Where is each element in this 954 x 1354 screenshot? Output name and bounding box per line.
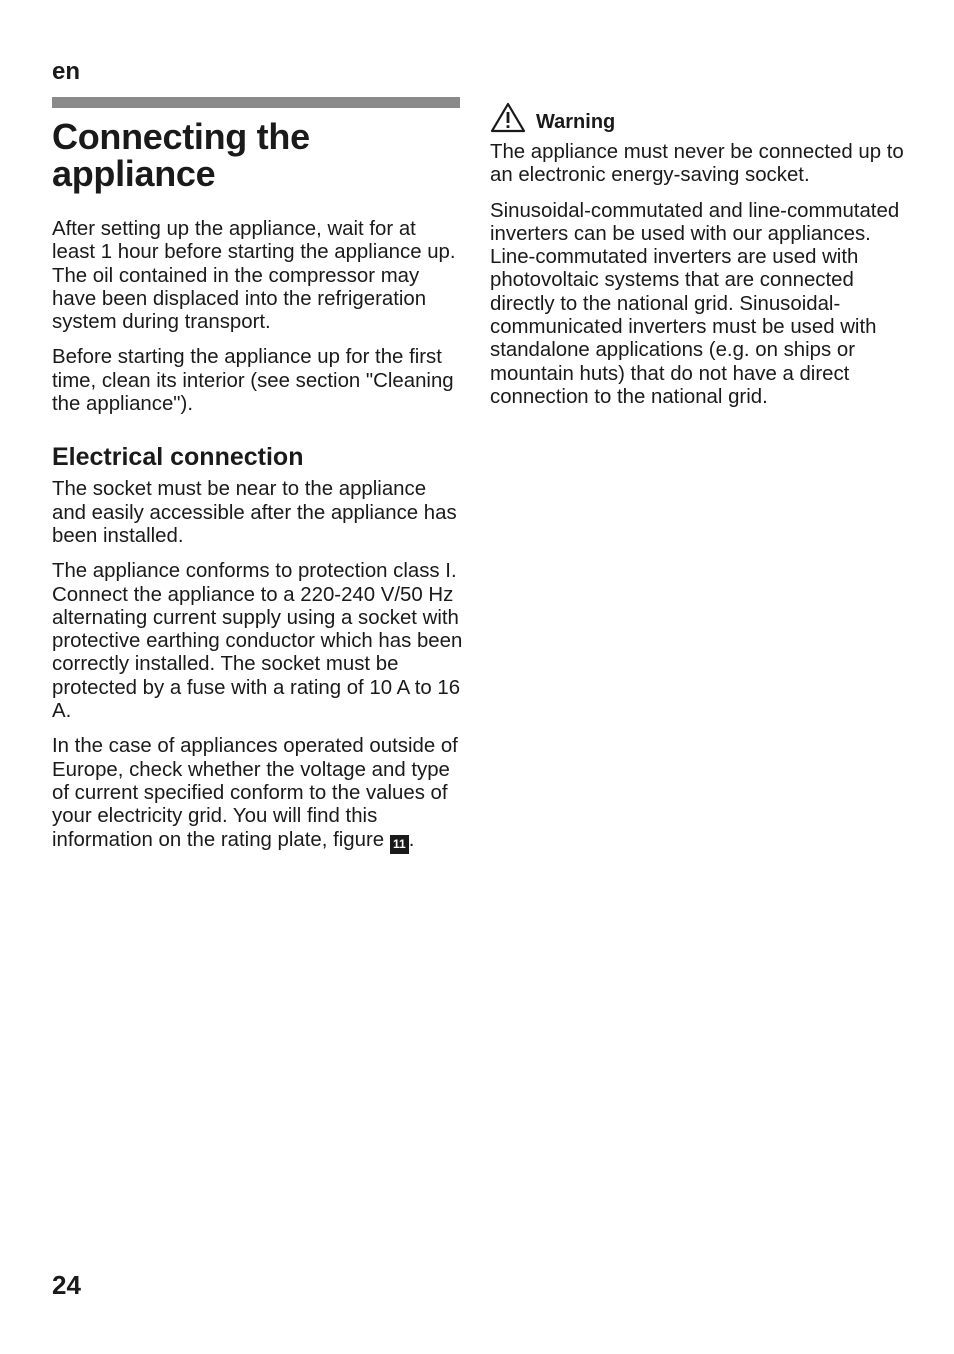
page-title-line2: appliance	[52, 153, 216, 194]
page-number: 24	[52, 1270, 81, 1300]
page-title	[52, 118, 464, 192]
electrical-paragraph-3	[52, 735, 464, 853]
warning-label: Warning	[536, 111, 616, 133]
right-column	[490, 100, 905, 421]
warning-triangle-icon	[490, 102, 526, 133]
intro-paragraph-2: Before starting the appliance up for the first time, clean its interior (see section "Cleaning the appliance").	[52, 346, 454, 416]
language-label: en	[52, 58, 81, 85]
warning-header	[490, 100, 905, 133]
electrical-paragraph-1: The socket must be near to the appliance and easily accessible after the appliance has been installed.	[52, 478, 457, 547]
electrical-paragraph-3-text: In the case of appliances operated outside of Europe, check whether the voltage and type of current specified conform to the values of your electricity grid. You will find this information on the rating plate, figure	[52, 735, 458, 851]
header-rule	[52, 97, 460, 108]
intro-paragraph-1: After setting up the appliance, wait for at least 1 hour before starting the appliance up. The oil contained in the compressor may have been displaced into the refrigeration system during transport.	[52, 218, 456, 334]
left-column	[52, 118, 464, 866]
warning-paragraph-1: The appliance must never be connected up to an electronic energy-saving socket.	[490, 141, 904, 187]
electrical-paragraph-3-end: .	[408, 828, 415, 851]
section-title-electrical-connection: Electrical connection	[52, 443, 304, 472]
figure-reference-badge: 11	[390, 835, 409, 854]
electrical-paragraph-2: The appliance conforms to protection class I. Connect the appliance to a 220-240 V/50 Hz alternating current supply using a socket with protective earthing conductor which has been correctly installed. The socket must be protected by a fuse with a rating of 10 A to 16 A.	[52, 560, 463, 723]
page-title-line1: Connecting the	[52, 116, 310, 157]
warning-paragraph-2: Sinusoidal-commutated and line-commutated inverters can be used with our appliances. Line-commutated inverters are used with photovoltaic systems that are connected directly to the national grid. Sinusoidal-communicated inverters must be used with standalone applications (e.g. on ships or mountain huts) that do not have a direct connection to the national grid.	[490, 199, 900, 408]
